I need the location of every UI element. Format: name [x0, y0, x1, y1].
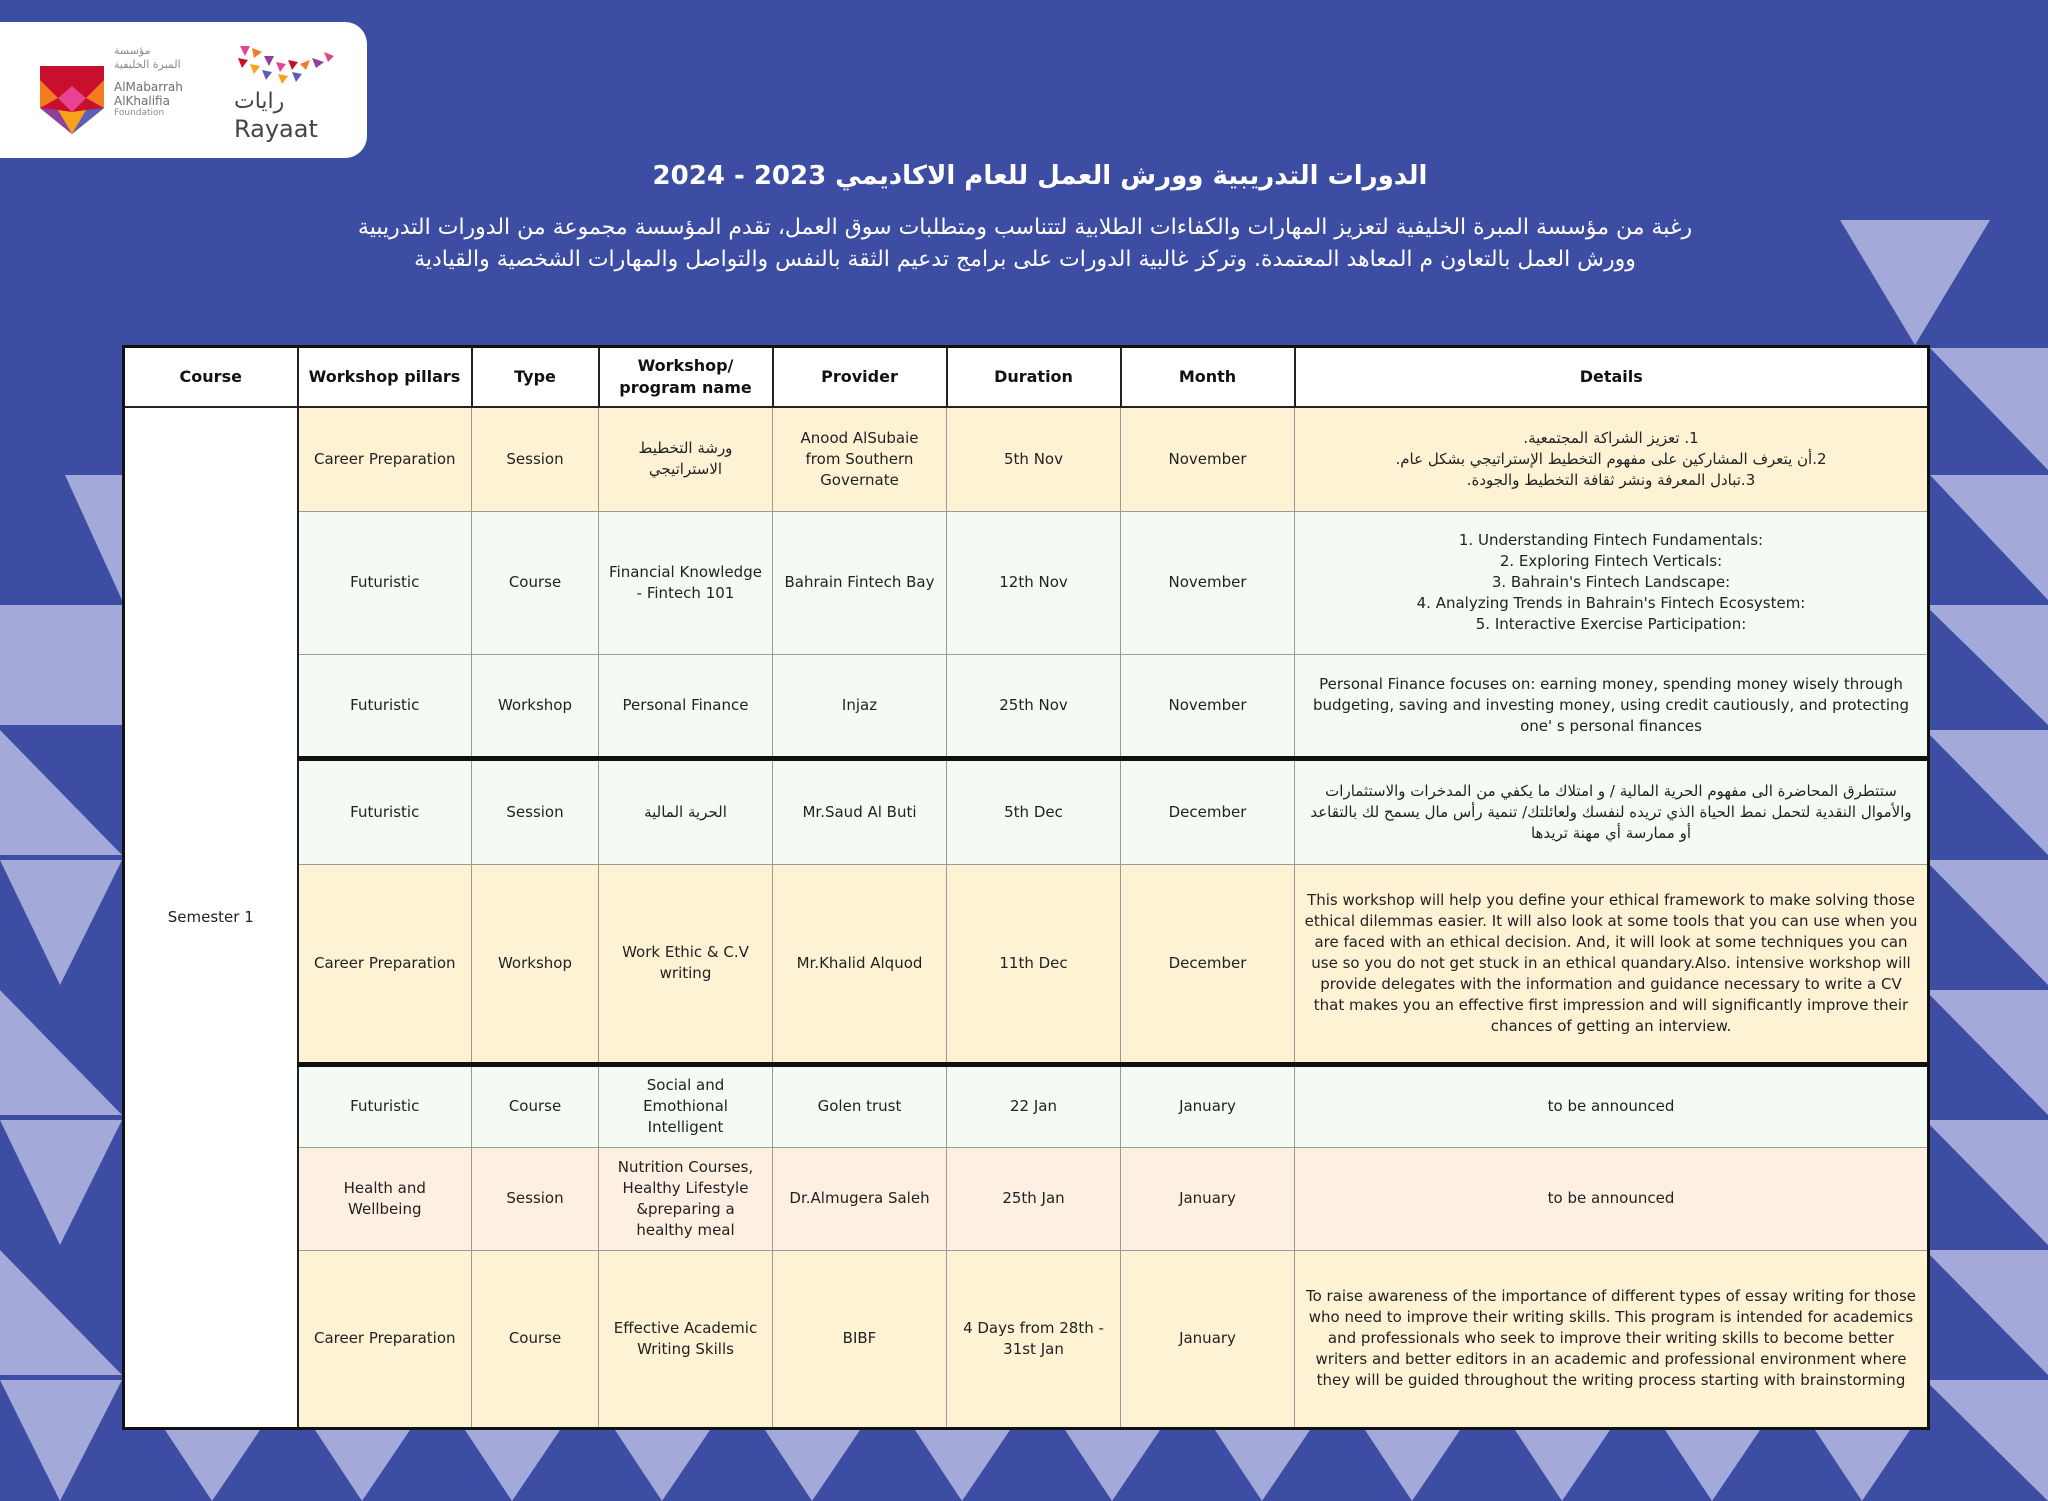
detail-line: to be announced	[1547, 1097, 1675, 1116]
table-row	[124, 758, 1929, 864]
cell-provider: Anood AlSubaie from Southern Governate	[773, 407, 947, 511]
detail-line: 4. Analyzing Trends in Bahrain's Fintech Ecosystem:	[1416, 594, 1806, 613]
workshop-schedule-table	[122, 345, 1930, 1430]
cell-name: Personal Finance	[599, 654, 773, 758]
cell-type: Course	[472, 1064, 599, 1147]
almabarrah-arabic-name	[114, 44, 181, 72]
cell-provider: Injaz	[773, 654, 947, 758]
cell-duration: 11th Dec	[947, 864, 1121, 1064]
cell-duration: 12th Nov	[947, 511, 1121, 654]
detail-line: 1. Understanding Fintech Fundamentals:	[1458, 531, 1764, 550]
cell-pillar: Career Preparation	[298, 407, 472, 511]
table-row	[124, 511, 1929, 654]
almabarrah-ar-line1: مؤسسة	[114, 44, 151, 57]
cell-details	[1295, 1250, 1929, 1428]
cell-month: November	[1121, 511, 1295, 654]
almabarrah-en-line1: AlMabarrah	[114, 80, 183, 94]
table-row	[124, 1250, 1929, 1428]
column-header-pillars: Workshop pillars	[298, 347, 472, 408]
cell-details	[1295, 758, 1929, 864]
cell-name: Nutrition Courses, Healthy Lifestyle &preparing a healthy meal	[599, 1147, 773, 1250]
page-title: الدورات التدريبية وورش العمل للعام الاكاديمي 2023 - 2024	[652, 161, 1428, 191]
cell-pillar: Career Preparation	[298, 864, 472, 1064]
cell-pillar: Health and Wellbeing	[298, 1147, 472, 1250]
detail-line: 3.تبادل المعرفة ونشر ثقافة التخطيط والجودة.	[1466, 470, 1756, 489]
rayaat-arabic-name: رايات	[234, 89, 285, 114]
page-subtitle	[215, 212, 1835, 276]
cell-duration: 5th Nov	[947, 407, 1121, 511]
cell-type: Workshop	[472, 864, 599, 1064]
detail-line: To raise awareness of the importance of different types of essay writing for those who need to improve their writing skills. This program is intended for academics and professionals who seek to improve their writing skills to become better writers and better editors in an academic and professional environment where they will be guided throughout the writing process starting with brainstorming	[1306, 1287, 1916, 1390]
column-header-type: Type	[472, 347, 599, 408]
logo-card	[0, 22, 367, 158]
detail-line: to be announced	[1547, 1189, 1675, 1208]
almabarrah-foundation-label: Foundation	[114, 108, 165, 118]
column-header-name-line2: program name	[619, 378, 752, 397]
column-header-duration: Duration	[947, 347, 1121, 408]
cell-pillar: Futuristic	[298, 654, 472, 758]
table-row	[124, 864, 1929, 1064]
cell-details	[1295, 407, 1929, 511]
cell-type: Course	[472, 1250, 599, 1428]
cell-name: Financial Knowledge - Fintech 101	[599, 511, 773, 654]
cell-name: Work Ethic & C.V writing	[599, 864, 773, 1064]
detail-line: ستتطرق المحاضرة الى مفهوم الحرية المالية / و امتلاك ما يكفي من المدخرات والاستثمارات والأموال النقدية لتحمل نمط الحياة الذي تريده لنفسك ولعائلتك/ تنمية رأس مال يسمح لك بالتقاعد أو ممارسة أي مهنة تريدها	[1310, 781, 1912, 842]
cell-type: Session	[472, 407, 599, 511]
cell-details	[1295, 864, 1929, 1064]
cell-name: الحرية المالية	[599, 758, 773, 864]
cell-duration: 25th Jan	[947, 1147, 1121, 1250]
cell-provider: BIBF	[773, 1250, 947, 1428]
column-header-name	[599, 347, 773, 408]
cell-type: Session	[472, 1147, 599, 1250]
rayaat-english-name: Rayaat	[234, 115, 318, 143]
cell-duration: 5th Dec	[947, 758, 1121, 864]
cell-type: Course	[472, 511, 599, 654]
cell-pillar: Futuristic	[298, 511, 472, 654]
cell-name: ورشة التخطيط الاستراتيجي	[599, 407, 773, 511]
column-header-details: Details	[1295, 347, 1929, 408]
cell-duration: 25th Nov	[947, 654, 1121, 758]
semester-cell: Semester 1	[124, 407, 298, 1429]
cell-provider: Golen trust	[773, 1064, 947, 1147]
subtitle-line-1: رغبة من مؤسسة المبرة الخليفية لتعزيز المهارات والكفاءات الطلابية لتتناسب ومتطلبات سوق العمل، تقدم المؤسسة مجموعة من الدورات التدريبية	[357, 215, 1693, 240]
detail-line: 2. Exploring Fintech Verticals:	[1499, 552, 1723, 571]
rayaat-flag-logo	[232, 42, 336, 96]
cell-month: November	[1121, 654, 1295, 758]
cell-type: Session	[472, 758, 599, 864]
cell-details	[1295, 1064, 1929, 1147]
cell-provider: Bahrain Fintech Bay	[773, 511, 947, 654]
cell-type: Workshop	[472, 654, 599, 758]
detail-line: 2.أن يتعرف المشاركين على مفهوم التخطيط الإستراتيجي بشكل عام.	[1395, 449, 1827, 468]
cell-duration: 22 Jan	[947, 1064, 1121, 1147]
cell-month: January	[1121, 1064, 1295, 1147]
cell-name: Social and Emothional Intelligent	[599, 1064, 773, 1147]
cell-month: December	[1121, 758, 1295, 864]
cell-month: December	[1121, 864, 1295, 1064]
table-row	[124, 654, 1929, 758]
cell-month: January	[1121, 1147, 1295, 1250]
almabarrah-ar-line2: المبرة الخليفية	[114, 58, 181, 71]
column-header-course: Course	[124, 347, 298, 408]
column-header-month: Month	[1121, 347, 1295, 408]
cell-provider: Mr.Saud Al Buti	[773, 758, 947, 864]
column-header-name-line1: Workshop/	[637, 356, 734, 375]
table-row	[124, 1064, 1929, 1147]
cell-details	[1295, 654, 1929, 758]
column-header-provider: Provider	[773, 347, 947, 408]
almabarrah-en-line2: AlKhalifia	[114, 94, 170, 108]
table-header-row	[124, 347, 1929, 408]
detail-line: 5. Interactive Exercise Participation:	[1475, 615, 1747, 634]
cell-month: November	[1121, 407, 1295, 511]
almabarrah-shield-logo	[38, 50, 106, 136]
cell-name: Effective Academic Writing Skills	[599, 1250, 773, 1428]
cell-details	[1295, 1147, 1929, 1250]
cell-duration: 4 Days from 28th - 31st Jan	[947, 1250, 1121, 1428]
detail-line: 3. Bahrain's Fintech Landscape:	[1491, 573, 1731, 592]
detail-line: 1. تعزيز الشراكة المجتمعية.	[1523, 428, 1699, 447]
table-row	[124, 407, 1929, 511]
cell-provider: Dr.Almugera Saleh	[773, 1147, 947, 1250]
cell-pillar: Futuristic	[298, 758, 472, 864]
detail-line: This workshop will help you define your ethical framework to make solving those ethical dilemmas easier. It will also look at some tools that you can use when you are faced with an ethical decision. And, it will look at some techniques you can use so you do not get stuck in an ethical quandary.Also. intensive workshop will provide delegates with the information and guidance necessary to write a CV that makes you an effective first impression and will significantly improve their chances of getting an interview.	[1304, 890, 1918, 1035]
almabarrah-english-name	[114, 80, 183, 108]
detail-line: Personal Finance focuses on: earning money, spending money wisely through budgeting, saving and investing money, using credit cautiously, and protecting one' s personal finances	[1312, 674, 1910, 735]
cell-provider: Mr.Khalid Alquod	[773, 864, 947, 1064]
subtitle-line-2: وورش العمل بالتعاون م المعاهد المعتمدة. وتركز غالبية الدورات على برامج تدعيم الثقة بالنفس والتواصل والمهارات الشخصية والقيادية	[414, 247, 1636, 272]
cell-pillar: Career Preparation	[298, 1250, 472, 1428]
cell-month: January	[1121, 1250, 1295, 1428]
cell-details	[1295, 511, 1929, 654]
table-row	[124, 1147, 1929, 1250]
cell-pillar: Futuristic	[298, 1064, 472, 1147]
